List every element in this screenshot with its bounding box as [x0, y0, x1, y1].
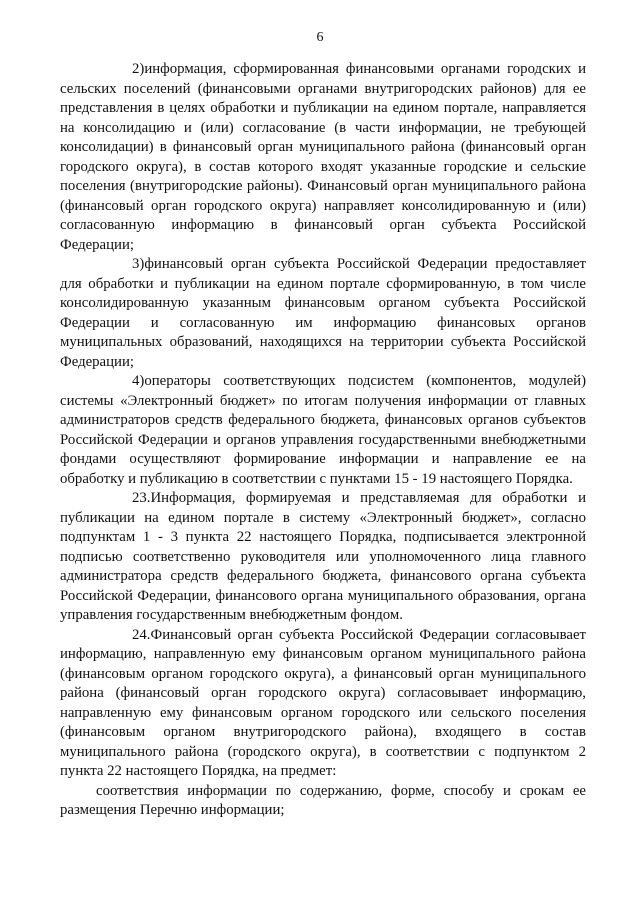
paragraph-item-4 — [60, 372, 586, 489]
paragraph-item-3 — [60, 255, 586, 372]
page-number: 6 — [316, 30, 324, 45]
paragraph-section-24 — [60, 626, 586, 782]
paragraph-number: 23. — [132, 490, 151, 506]
paragraph-item-2 — [60, 60, 586, 255]
paragraph-text: соответствия информации по содержанию, форме, способу и срокам ее размещения Перечню информации; — [60, 782, 586, 818]
paragraph-section-23 — [60, 489, 586, 626]
paragraph-number: 2) — [132, 61, 145, 77]
paragraph-number: 4) — [132, 373, 145, 389]
paragraph-text: операторы соответствующих подсистем (компонентов, модулей) системы «Электронный бюджет» по итогам получения информации от главных администраторов средств федерального бюджета, финансовых органов субъектов Российской Федерации и органов управления государственными внебюджетными фондами осуществляют формирование информации и направление ее на обработку и публикацию в соответствии с пунктами 15 - 19 настоящего Порядка. — [60, 373, 586, 487]
paragraph-continuation — [60, 782, 586, 821]
paragraph-number: 3) — [132, 256, 145, 272]
paragraph-text: финансовый орган субъекта Российской Федерации предоставляет для обработки и публикации на едином портале сформированную, в том числе консолидированную указанным финансовым органом субъекта Российской Федерации и согласованную им информацию финансовых органов муниципальных образований, находящихся на территории субъекта Российской Федерации; — [60, 256, 586, 370]
document-body — [60, 60, 586, 821]
paragraph-text: Информация, формируемая и представляемая для обработки и публикации на едином портале в систему «Электронный бюджет», согласно подпунктам 1 - 3 пункта 22 настоящего Порядка, подписывается электронной подписью соответственно руководителя или уполномоченного лица главного администратора средств федерального бюджета, финансового органа субъекта Российской Федерации, финансового органа муниципального образования, органа управления государственным внебюджетным фондом. — [60, 490, 586, 623]
paragraph-number: 24. — [132, 626, 151, 643]
paragraph-text: Финансовый орган субъекта Российской Федерации согласовывает информацию, направленную ему финансовым органом муниципального района (финансовым органом городского округа), а финансовый орган муниципального района (финансовый орган городского округа) согласовывает информацию, направленную ему финансовым органом городского или сельского поселения (финансовым органом внутригородского района), входящего в состав муниципального района (городского округа), в соответствии с подпунктом 2 пункта 22 настоящего Порядка, на предмет: — [60, 626, 586, 779]
paragraph-text: информация, сформированная финансовыми органами городских и сельских поселений (финансовыми органами внутригородских районов) для ее представления в целях обработки и публикации на едином портале, направляется на консолидацию и (или) согласование (в части информации, не требующей консолидации) в финансовый орган муниципального района (финансовый орган городского округа), в состав которого входят указанные городские и сельские поселения (внутригородские районы). Финансовый орган муниципального района (финансовый орган городского округа) направляет консолидированную и (или) согласованную информацию в финансовый орган субъекта Российской Федерации; — [60, 61, 586, 253]
